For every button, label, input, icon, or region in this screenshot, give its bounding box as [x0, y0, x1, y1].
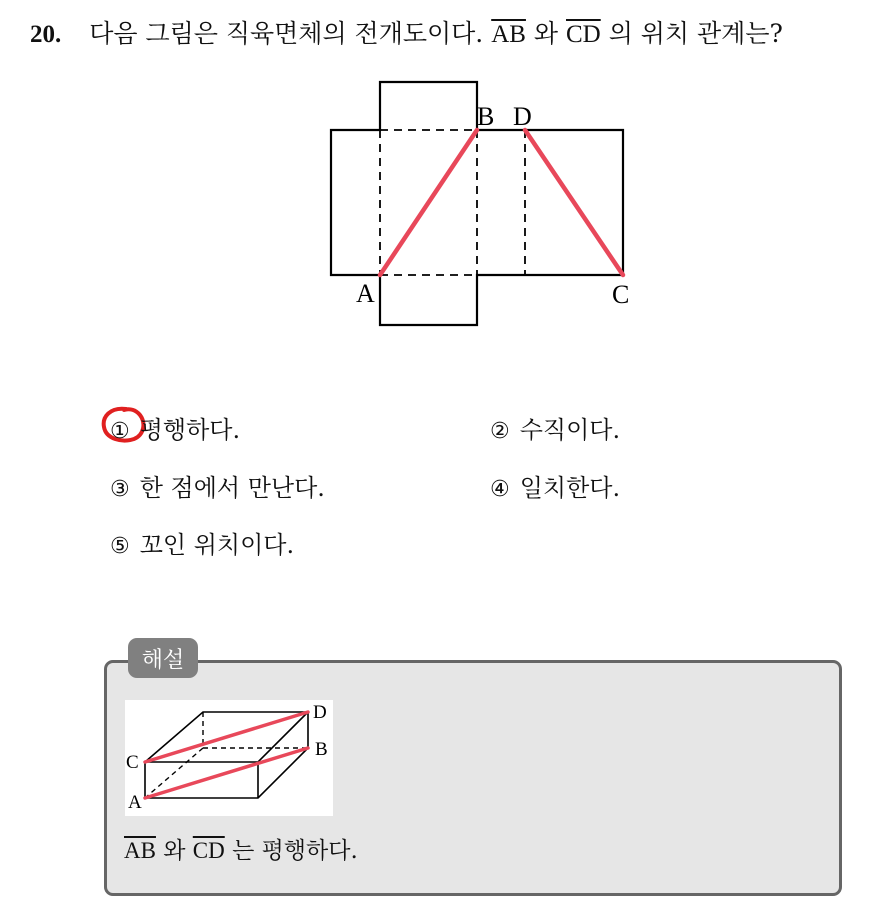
explanation-text-after: 는 평행하다.	[232, 838, 358, 864]
question-text-after: 의 위치 관계는?	[608, 19, 783, 48]
choice-4[interactable]	[490, 468, 620, 503]
label-d: D	[513, 102, 532, 131]
cuboid-net-figure	[300, 70, 650, 340]
question-header	[30, 14, 783, 50]
label-a: A	[356, 279, 375, 308]
explanation-conj: 와	[163, 838, 186, 864]
choice-text: 수직이다.	[519, 416, 621, 444]
choice-3[interactable]	[110, 468, 325, 503]
choice-number: ⑤	[110, 534, 130, 559]
choice-2[interactable]	[490, 410, 620, 445]
question-conj: 와	[533, 19, 559, 48]
explanation-text	[124, 832, 358, 865]
label-d: D	[313, 702, 327, 723]
choice-text: 일치한다.	[519, 474, 621, 502]
segment-ab: $\overline{AB}$	[491, 21, 526, 48]
explanation-tab: 해설	[128, 638, 198, 678]
segment-cd: $\overline{CD}$	[566, 21, 601, 48]
label-a: A	[128, 792, 142, 813]
choice-number: ③	[110, 477, 130, 502]
choice-number: ④	[490, 477, 510, 502]
segment-cd: $\overline{CD}$	[192, 838, 225, 863]
label-b: B	[477, 102, 495, 131]
choice-5[interactable]	[110, 525, 294, 560]
choice-text: 꼬인 위치이다.	[139, 531, 295, 559]
question-number: 20.	[30, 21, 62, 48]
choice-1[interactable]	[110, 410, 240, 445]
segment-ab: $\overline{AB}$	[124, 838, 156, 863]
question-text-before: 다음 그림은 직육면체의 전개도이다.	[89, 19, 484, 48]
segment-cd-line	[525, 130, 623, 275]
choice-text: 평행하다.	[139, 416, 241, 444]
segment-ab-line	[380, 130, 477, 275]
cuboid-3d-figure	[125, 700, 333, 816]
label-c: C	[126, 752, 139, 773]
label-b: B	[315, 739, 328, 760]
choice-number: ①	[110, 419, 130, 444]
label-c: C	[612, 280, 630, 309]
choice-text: 한 점에서 만난다.	[139, 474, 325, 502]
choice-number: ②	[490, 419, 510, 444]
